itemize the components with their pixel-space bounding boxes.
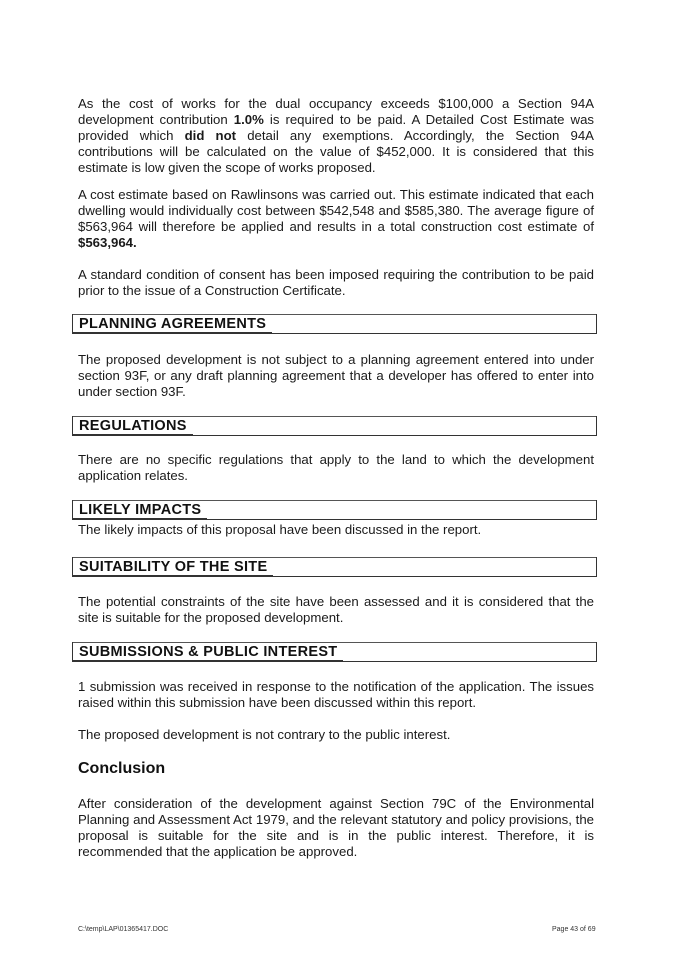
submissions-paragraph: 1 submission was received in response to the notification of the application. The issues raised within this submission have been discussed within this report.	[78, 679, 594, 710]
heading-submissions	[72, 642, 597, 662]
condition-paragraph: A standard condition of consent has been imposed requiring the contribution to be paid prior to the issue of a Construction Certificate.	[78, 267, 594, 298]
bold-rate: 1.0%	[233, 112, 264, 127]
text-run: is required to be paid. A Detailed Cost Estimate was provided which	[78, 112, 594, 143]
heading-text: PLANNING AGREEMENTS	[79, 316, 267, 332]
heading-underline	[73, 660, 343, 661]
heading-text: LIKELY IMPACTS	[79, 502, 202, 518]
heading-planning-agreements	[72, 314, 597, 334]
heading-underline	[73, 518, 207, 519]
conclusion-paragraph: After consideration of the development against Section 79C of the Environmental Planning and Assessment Act 1979, and the relevant statutory and policy provisions, the proposal is suitable for the site and is in the public interest. Therefore, it is recommended that the application be approved.	[78, 796, 594, 859]
suitability-paragraph: The potential constraints of the site have been assessed and it is considered that the site is suitable for the proposed development.	[78, 594, 594, 625]
heading-underline	[73, 332, 272, 333]
heading-likely-impacts	[72, 500, 597, 520]
footer-page-number: Page 43 of 69	[552, 926, 596, 933]
heading-underline	[73, 575, 273, 576]
heading-text: REGULATIONS	[79, 418, 187, 434]
conclusion-heading: Conclusion	[78, 760, 166, 777]
regulations-paragraph: There are no specific regulations that apply to the land to which the development application relates.	[78, 452, 594, 483]
text-run: detail any exemptions. Accordingly, the Section 94A contributions will be calculated on the value of $452,000. It is considered that this estimate is low given the scope of works proposed.	[78, 128, 594, 175]
footer-file-path: C:\temp\LAP\01365417.DOC	[78, 926, 169, 933]
heading-text: SUBMISSIONS & PUBLIC INTEREST	[79, 644, 338, 660]
bold-total: $563,964.	[78, 235, 137, 250]
text-run: A cost estimate based on Rawlinsons was carried out. This estimate indicated that each dwelling would individually cost between $542,548 and $585,380. The average figure of $563,964 will therefore be applied and results in a total construction cost estimate of	[78, 187, 594, 234]
heading-underline	[73, 434, 193, 435]
public-interest-paragraph: The proposed development is not contrary to the public interest.	[78, 727, 451, 742]
heading-suitability	[72, 557, 597, 577]
contribution-paragraph	[78, 96, 594, 176]
bold-did-not: did not	[184, 128, 237, 143]
text-run: As the cost of works for the dual occupancy exceeds $100,000 a Section 94A development contribution	[78, 96, 594, 127]
planning-paragraph: The proposed development is not subject to a planning agreement entered into under section 93F, or any draft planning agreement that a developer has offered to enter into under section 93F.	[78, 352, 594, 399]
impacts-paragraph: The likely impacts of this proposal have been discussed in the report.	[78, 522, 482, 537]
heading-text: SUITABILITY OF THE SITE	[79, 559, 268, 575]
heading-regulations	[72, 416, 597, 436]
cost-estimate-paragraph	[78, 187, 594, 251]
